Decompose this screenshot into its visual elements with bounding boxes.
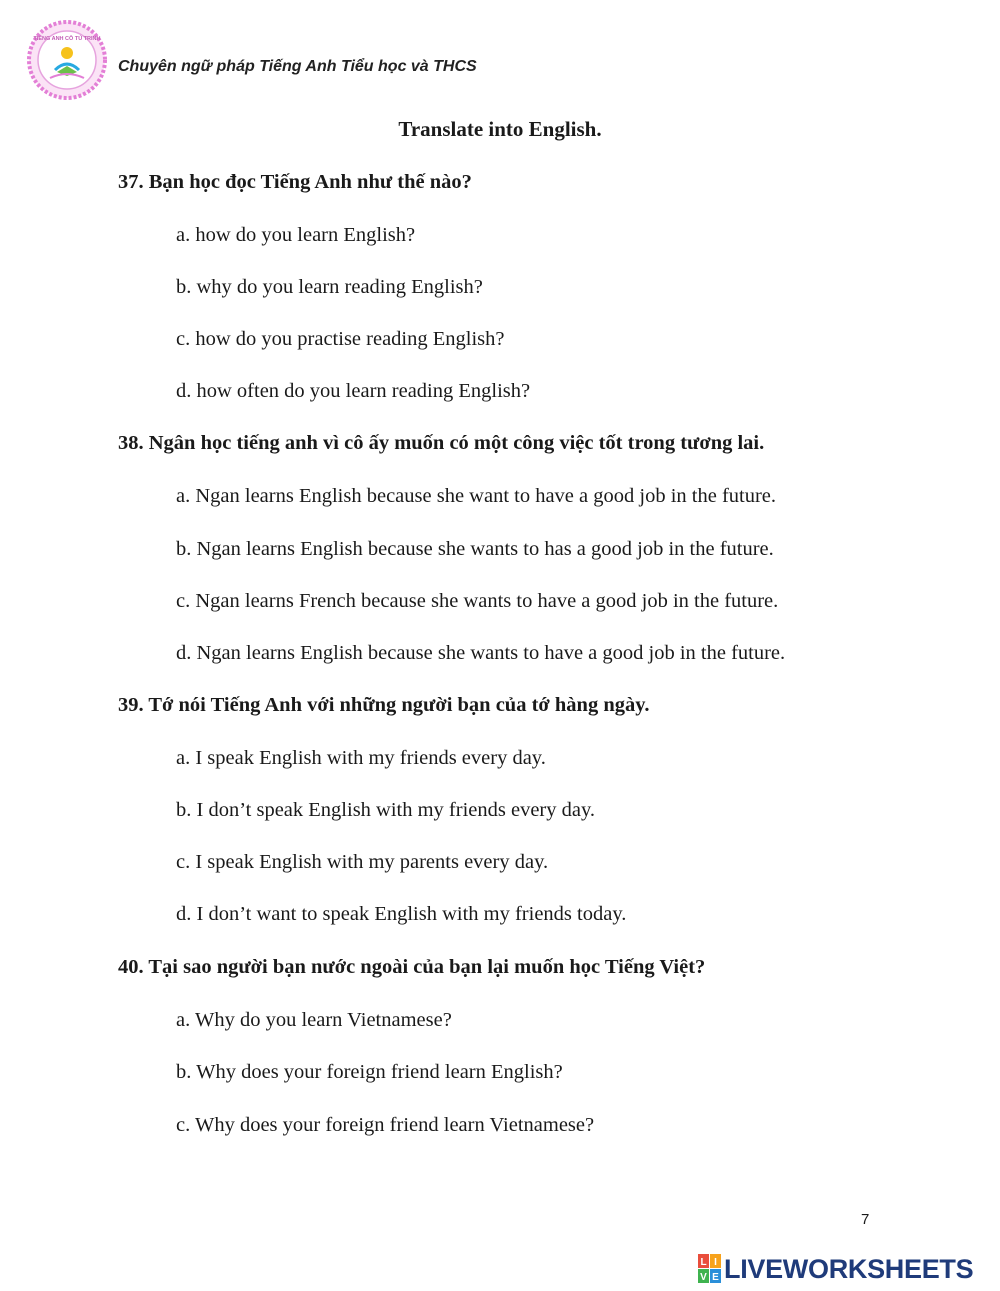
option-37b[interactable]: b. why do you learn reading English? xyxy=(176,276,483,298)
liveworksheets-blocks-icon xyxy=(698,1254,722,1284)
liveworksheets-brand[interactable] xyxy=(698,1253,973,1285)
option-40b[interactable]: b. Why does your foreign friend learn English? xyxy=(176,1061,563,1083)
option-39a[interactable]: a. I speak English with my friends every day. xyxy=(176,747,546,769)
option-39d[interactable]: d. I don’t want to speak English with my friends today. xyxy=(176,903,627,925)
option-40c[interactable]: c. Why does your foreign friend learn Vietnamese? xyxy=(176,1114,595,1136)
option-39c[interactable]: c. I speak English with my parents every day. xyxy=(176,851,549,873)
option-37d[interactable]: d. how often do you learn reading English? xyxy=(176,380,531,402)
question-38: 38. Ngân học tiếng anh vì cô ấy muốn có một công việc tốt trong tương lai. xyxy=(118,432,765,454)
option-38c[interactable]: c. Ngan learns French because she wants to have a good job in the future. xyxy=(176,590,779,612)
worksheet-title: Translate into English. xyxy=(398,117,602,141)
option-38a[interactable]: a. Ngan learns English because she want to have a good job in the future. xyxy=(176,485,777,507)
option-38d[interactable]: d. Ngan learns English because she wants to have a good job in the future. xyxy=(176,642,786,664)
svg-text:I: I xyxy=(714,1257,717,1268)
svg-text:V: V xyxy=(700,1272,707,1283)
option-38b[interactable]: b. Ngan learns English because she wants to has a good job in the future. xyxy=(176,538,774,560)
svg-text:E: E xyxy=(712,1272,719,1283)
logo-arc-text: TIẾNG ANH CÔ TÚ TRINH xyxy=(33,36,101,42)
svg-text:L: L xyxy=(700,1257,707,1268)
question-39: 39. Tớ nói Tiếng Anh với những người bạn của tớ hàng ngày. xyxy=(118,694,650,716)
option-37c[interactable]: c. how do you practise reading English? xyxy=(176,328,505,350)
school-logo xyxy=(26,20,108,100)
option-40a[interactable]: a. Why do you learn Vietnamese? xyxy=(176,1009,452,1031)
brand-name: LIVEWORKSHEETS xyxy=(724,1253,974,1284)
page-number: 7 xyxy=(861,1211,870,1228)
question-40: 40. Tại sao người bạn nước ngoài của bạn lại muốn học Tiếng Việt? xyxy=(118,956,706,978)
question-37: 37. Bạn học đọc Tiếng Anh như thế nào? xyxy=(118,171,472,193)
option-37a[interactable]: a. how do you learn English? xyxy=(176,224,416,246)
header-text: Chuyên ngữ pháp Tiếng Anh Tiểu học và THCS xyxy=(118,58,477,75)
option-39b[interactable]: b. I don’t speak English with my friends every day. xyxy=(176,799,596,821)
